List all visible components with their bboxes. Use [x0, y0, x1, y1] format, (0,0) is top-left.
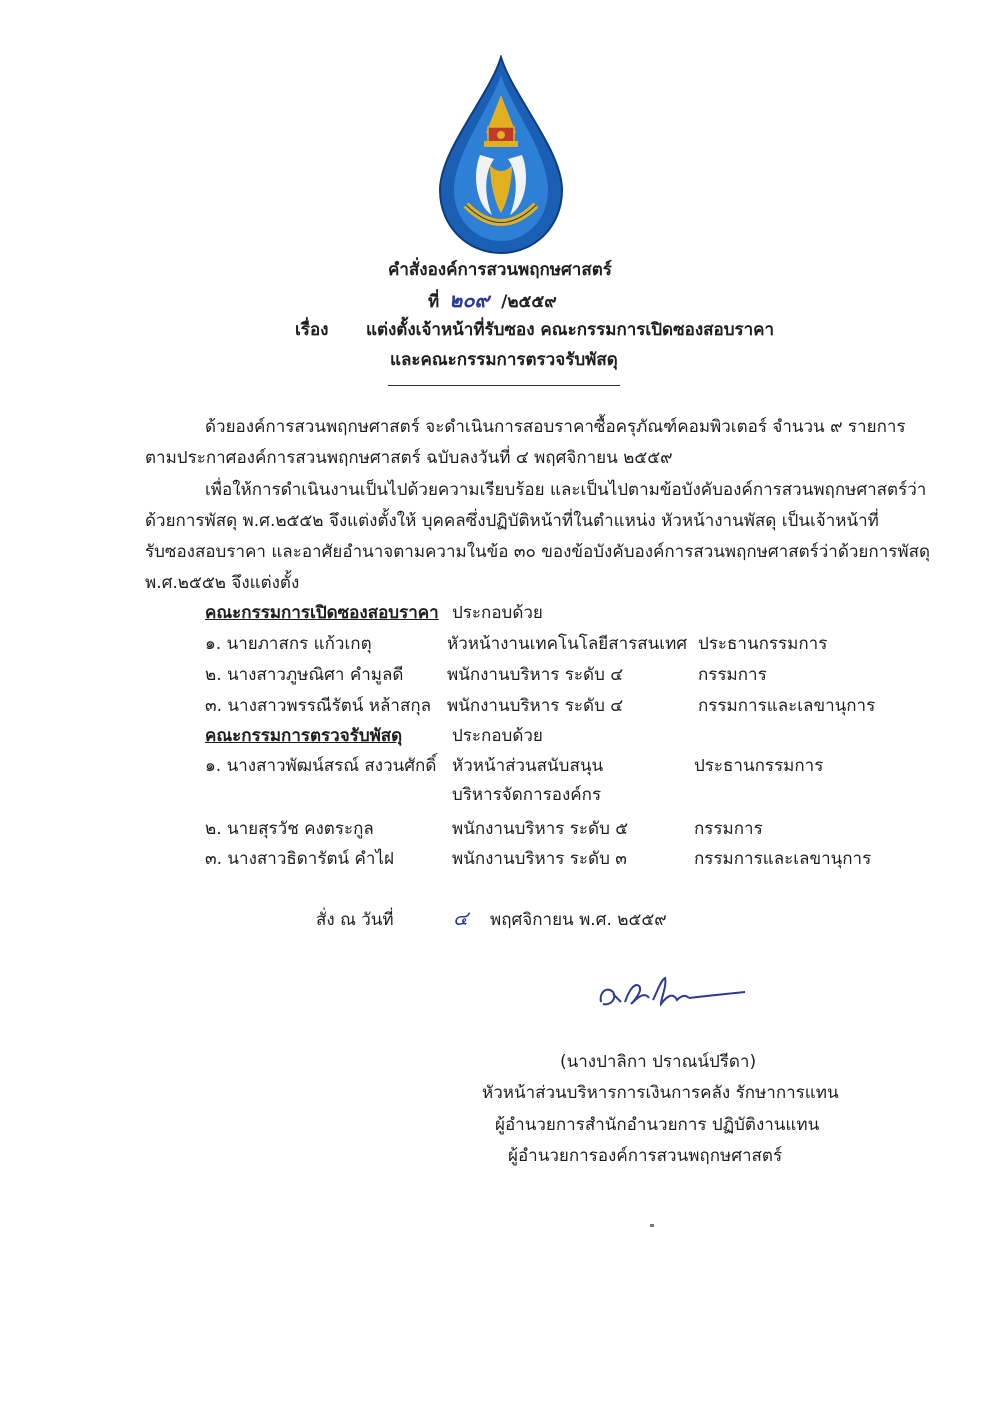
order-date-day-handwritten: ๔	[453, 906, 469, 930]
organization-logo	[432, 55, 570, 255]
paragraph-1-line-2: ตามประกาศองค์การสวนพฤกษศาสตร์ ฉบับลงวันที่ ๔ พฤศจิกายน ๒๕๕๙	[145, 448, 673, 468]
committee-1-member-2-position: พนักงานบริหาร ระดับ ๔	[447, 665, 624, 685]
committee-2-member-2-person: ๒. นายสุรวัช คงตระกูล	[205, 819, 374, 839]
paragraph-1-line-1: ด้วยองค์การสวนพฤกษศาสตร์ จะดำเนินการสอบราคาซื้อครุภัณฑ์คอมพิวเตอร์ จำนวน ๙ รายการ	[205, 417, 906, 437]
committee-1-member-2-person: ๒. นางสาวภูษณิศา คำมูลดี	[205, 665, 404, 685]
subject-line-2: และคณะกรรมการตรวจรับพัสดุ	[390, 350, 618, 370]
subject-line-1: แต่งตั้งเจ้าหน้าที่รับซอง คณะกรรมการเปิดซองสอบราคา	[366, 320, 775, 340]
header-divider	[388, 385, 620, 386]
committee-2-member-3-position: พนักงานบริหาร ระดับ ๓	[452, 849, 627, 869]
order-number-prefix: ที่	[428, 292, 440, 312]
committee-1-member-3-person: ๓. นางสาวพรรณีรัตน์ หล้าสกุล	[205, 696, 432, 716]
order-date-prefix: สั่ง ณ วันที่	[316, 910, 394, 930]
signatory-name: (นางปาลิกา ปราณน์ปรีดา)	[560, 1052, 757, 1072]
paragraph-2-line-3: รับซองสอบราคา และอาศัยอำนาจตามความในข้อ ๓๐ ของข้อบังคับองค์การสวนพฤกษศาสตร์ว่าด้วยการพัสดุ	[145, 542, 930, 562]
order-number	[428, 284, 557, 316]
committee-2-member-3-person: ๓. นางสาวธิดารัตน์ คำไฝ	[205, 849, 394, 869]
order-title: คำสั่งองค์การสวนพฤกษศาสตร์	[388, 260, 612, 280]
signatory-title-line-3: ผู้อำนวยการองค์การสวนพฤกษศาสตร์	[508, 1146, 783, 1166]
committee-1-member-1-person: ๑. นายภาสกร แก้วเกตุ	[205, 634, 372, 654]
committee-1-consists: ประกอบด้วย	[452, 603, 543, 623]
signatory-title-line-1: หัวหน้าส่วนบริหารการเงินการคลัง รักษาการแทน	[482, 1083, 839, 1103]
committee-2-member-3-role: กรรมการและเลขานุการ	[694, 849, 872, 869]
stray-mark	[650, 1224, 654, 1227]
committee-1-member-1-role: ประธานกรรมการ	[698, 634, 828, 654]
subject-label: เรื่อง	[295, 320, 329, 340]
signature-image	[595, 972, 755, 1016]
committee-2-title: คณะกรรมการตรวจรับพัสดุ	[205, 726, 403, 746]
paragraph-2-line-1: เพื่อให้การดำเนินงานเป็นไปด้วยความเรียบร้อย และเป็นไปตามข้อบังคับองค์การสวนพฤกษศาสตร์ว่า	[205, 480, 927, 500]
signatory-title-line-2: ผู้อำนวยการสำนักอำนวยการ ปฏิบัติงานแทน	[495, 1115, 820, 1135]
committee-1-member-3-role: กรรมการและเลขานุการ	[698, 696, 876, 716]
committee-1-member-1-position: หัวหน้างานเทคโนโลยีสารสนเทศ	[447, 634, 688, 654]
committee-2-member-1-role: ประธานกรรมการ	[694, 756, 824, 776]
order-number-suffix: /๒๕๕๙	[501, 292, 557, 312]
committee-2-member-1-person: ๑. นางสาวพัฒน์สรณ์ สงวนศักดิ์	[205, 756, 437, 776]
order-number-handwritten: ๒๐๙	[449, 288, 490, 312]
committee-2-member-2-role: กรรมการ	[694, 819, 763, 839]
committee-2-consists: ประกอบด้วย	[452, 726, 543, 746]
committee-2-member-1-position: หัวหน้าส่วนสนับสนุน	[452, 756, 604, 776]
committee-1-title: คณะกรรมการเปิดซองสอบราคา	[205, 603, 439, 623]
committee-1-member-3-position: พนักงานบริหาร ระดับ ๔	[447, 696, 624, 716]
paragraph-2-line-2: ด้วยการพัสดุ พ.ศ.๒๕๕๒ จึงแต่งตั้งให้ บุคคลซึ่งปฏิบัติหน้าที่ในตำแหน่ง หัวหน้างานพัสดุ เป็นเจ้าหน้าที่	[145, 511, 879, 531]
committee-1-member-2-role: กรรมการ	[698, 665, 767, 685]
committee-2-member-2-position: พนักงานบริหาร ระดับ ๕	[452, 819, 629, 839]
committee-2-member-1-position-line-2: บริหารจัดการองค์กร	[452, 785, 602, 805]
paragraph-2-line-4: พ.ศ.๒๕๕๒ จึงแต่งตั้ง	[145, 573, 300, 593]
order-date-suffix: พฤศจิกายน พ.ศ. ๒๕๕๙	[490, 910, 667, 930]
